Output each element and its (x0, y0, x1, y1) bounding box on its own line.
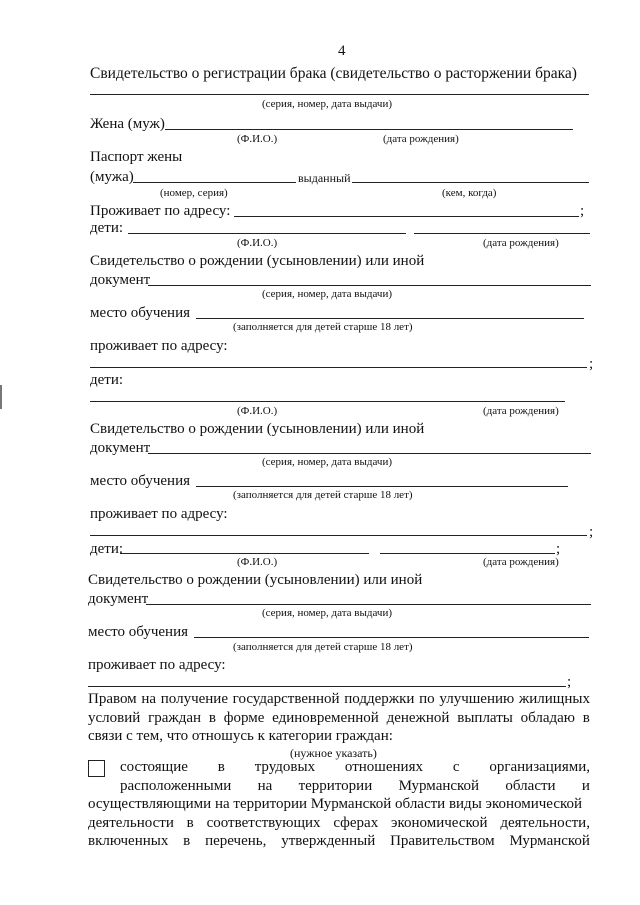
lives-at-label: проживает по адресу: (88, 657, 226, 673)
birth-cert-label: Свидетельство о рождении (усыновлении) или иной (90, 253, 425, 269)
place-of-study-label: место обучения (88, 624, 189, 640)
issued-label: выданный (298, 171, 351, 185)
option-word: состоящие (120, 759, 188, 775)
hint-number-series: (номер, серия) (160, 187, 228, 199)
address-field[interactable] (234, 216, 579, 217)
paragraph-line: Правом на получение государственной поддержки по улучшению жилищных (88, 691, 590, 707)
option-word: отношениях (344, 759, 423, 775)
option-word: области (505, 778, 556, 794)
child3-document-field[interactable] (146, 604, 591, 605)
document-label: документ (88, 591, 149, 607)
child1-birth-field[interactable] (414, 233, 590, 234)
hint-birth-date: (дата рождения) (483, 556, 559, 568)
option-line-4: деятельности в соответствующих сферах экономической деятельности, (88, 815, 590, 831)
child2-document-field[interactable] (148, 453, 591, 454)
hint-fio: (Ф.И.О.) (237, 556, 278, 568)
child2-address-field[interactable] (90, 535, 587, 536)
option-word: в (217, 759, 225, 775)
option-word: Мурманской (398, 778, 480, 794)
semicolon: ; (567, 674, 572, 690)
hint-over-18: (заполняется для детей старше 18 лет) (233, 641, 413, 653)
paragraph-line: связи с тем, что отношусь к категории граждан: (88, 728, 393, 744)
page-number: 4 (338, 43, 346, 59)
option-word: трудовых (254, 759, 316, 775)
place-of-study-label: место обучения (90, 473, 191, 489)
semicolon: ; (556, 541, 561, 557)
option-word: организациями, (489, 759, 590, 775)
child2-fio-field[interactable] (90, 401, 565, 402)
child1-study-field[interactable] (196, 318, 584, 319)
option-line-1 (120, 760, 590, 775)
document-label: документ (90, 440, 151, 456)
hint-series-number-date: (серия, номер, дата выдачи) (262, 456, 393, 468)
semicolon: ; (589, 356, 594, 372)
document-heading: Свидетельство о регистрации брака (свидетельство о расторжении брака) (90, 65, 577, 82)
scan-edge-mark (0, 385, 2, 409)
child1-address-field[interactable] (90, 367, 587, 368)
option-word: расположенными (120, 778, 232, 794)
passport-issued-field[interactable] (352, 182, 589, 183)
hint-series-number-date: (серия, номер, дата выдачи) (262, 98, 393, 110)
lives-at-label: проживает по адресу: (90, 338, 228, 354)
passport-wife-label: Паспорт жены (90, 149, 183, 165)
child1-document-field[interactable] (148, 285, 591, 286)
place-of-study-label: место обучения (90, 305, 191, 321)
child3-address-field[interactable] (88, 686, 566, 687)
child3-fio-field[interactable] (120, 553, 369, 554)
hint-specify: (нужное указать) (290, 746, 377, 760)
document-label: документ (90, 272, 151, 288)
semicolon: ; (589, 524, 594, 540)
children-label: дети: (90, 372, 124, 388)
hint-by-whom-when: (кем, когда) (442, 187, 497, 199)
option-word: с (452, 759, 460, 775)
birth-cert-label: Свидетельство о рождении (усыновлении) или иной (88, 572, 423, 588)
semicolon: ; (580, 203, 585, 219)
wife-husband-label: Жена (муж) (90, 116, 165, 132)
hint-series-number-date: (серия, номер, дата выдачи) (262, 288, 393, 300)
hint-birth-date: (дата рождения) (483, 405, 559, 417)
child1-fio-field[interactable] (128, 233, 406, 234)
hint-series-number-date: (серия, номер, дата выдачи) (262, 607, 393, 619)
hint-birth-date: (дата рождения) (483, 237, 559, 249)
option-line-3: осуществляющими на территории Мурманской области виды экономической (88, 796, 583, 812)
children-label: дети: (90, 220, 124, 236)
lives-at-label: Проживает по адресу: (90, 203, 231, 219)
hint-fio: (Ф.И.О.) (237, 237, 278, 249)
option-line-5: включенных в перечень, утвержденный Правительством Мурманской (88, 833, 590, 849)
passport-number-field[interactable] (133, 182, 296, 183)
option-word: на (257, 778, 273, 794)
wife-husband-fio-field[interactable] (165, 129, 573, 130)
paragraph-line: условий граждан в форме единовременной денежной выплаты обладаю в (88, 710, 590, 726)
hint-fio: (Ф.И.О.) (237, 405, 278, 417)
child2-study-field[interactable] (196, 486, 568, 487)
hint-birth-date: (дата рождения) (383, 133, 459, 145)
lives-at-label: проживает по адресу: (90, 506, 228, 522)
hint-over-18: (заполняется для детей старше 18 лет) (233, 489, 413, 501)
passport-husband-label: (мужа) (90, 169, 134, 185)
children-label: дети: (90, 541, 124, 557)
option-word: и (581, 778, 590, 794)
category-checkbox[interactable] (88, 760, 105, 777)
marriage-cert-field[interactable] (90, 94, 589, 95)
option-word: территории (298, 778, 373, 794)
birth-cert-label: Свидетельство о рождении (усыновлении) или иной (90, 421, 425, 437)
hint-fio: (Ф.И.О.) (237, 133, 278, 145)
option-line-2 (120, 779, 590, 794)
child3-birth-field[interactable] (380, 553, 555, 554)
hint-over-18: (заполняется для детей старше 18 лет) (233, 321, 413, 333)
child3-study-field[interactable] (194, 637, 589, 638)
